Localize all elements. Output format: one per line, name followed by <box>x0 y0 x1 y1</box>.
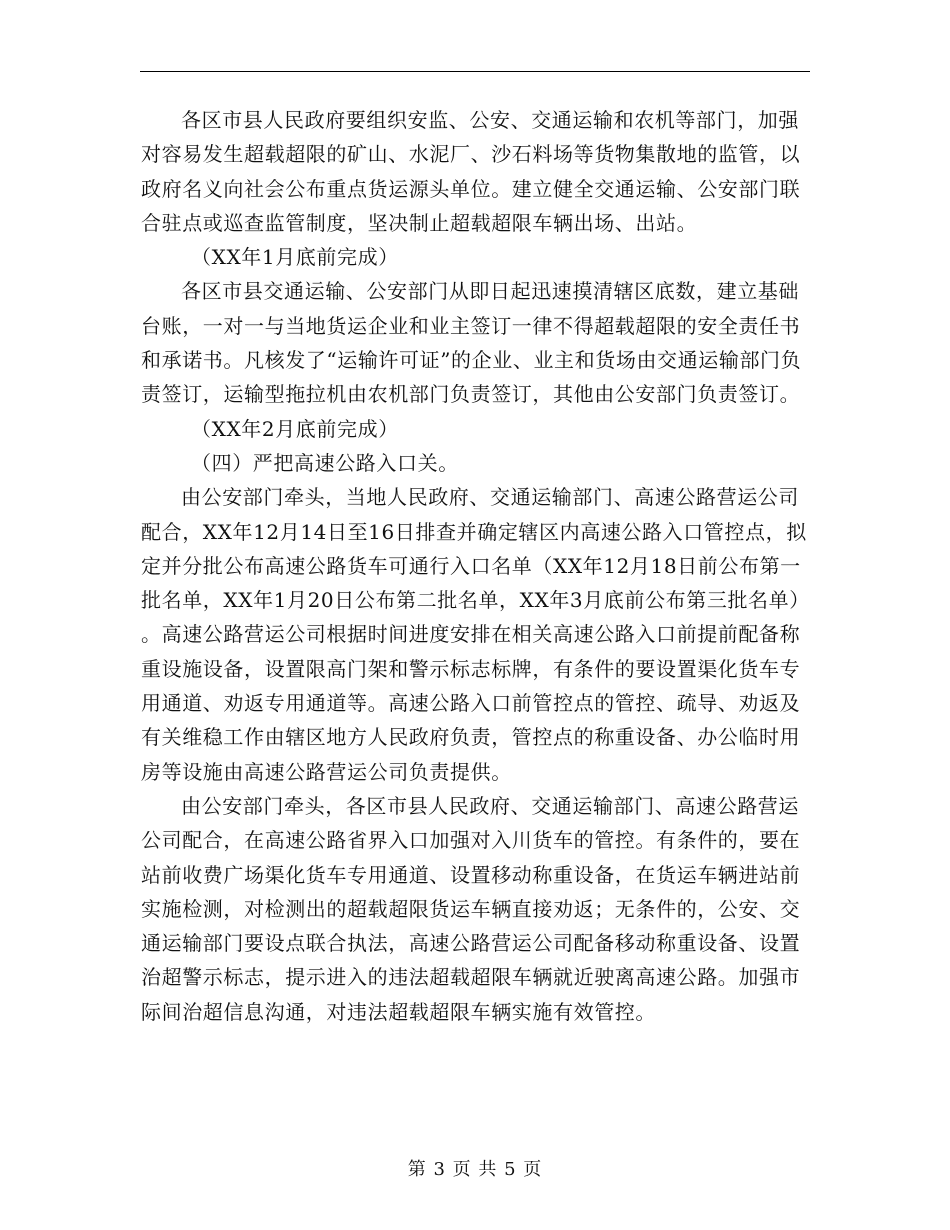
deadline-note-january: （XX年1月底前完成） <box>191 245 399 270</box>
section-heading-expressway-entrance: （四）严把高速公路入口关。 <box>191 450 459 475</box>
deadline-note-february: （XX年2月底前完成） <box>191 416 399 441</box>
page-footer <box>0 1155 950 1181</box>
document-body <box>141 103 809 1029</box>
header-rule <box>140 71 810 72</box>
paragraph-provincial-border-entrance: 由公安部门牵头，各区市县人民政府、交通运输部门、高速公路营运公司配合，在高速公路省界入口加强对入川货车的管控。有条件的，要在站前收费广场渠化货车专用通道、设置移动称重设备，在货运车辆进站前实施检测，对检测出的超载超限货运车辆直接劝返；无条件的，公安、交通运输部门要设点联合执法，高速公路营运公司配备移动称重设备、设置治超警示标志，提示进入的违法超载超限车辆就近驶离高速公路。加强市际间治超信息沟通，对违法超载超限车辆实施有效管控。 <box>141 793 801 1024</box>
paragraph-responsibility-agreements: 各区市县交通运输、公安部门从即日起迅速摸清辖区底数，建立基础台账，一对一与当地货运企业和业主签订一律不得超载超限的安全责任书和承诺书。凡核发了“运输许可证”的企业、业主和货场由交通运输部门负责签订，运输型拖拉机由农机部门负责签订，其他由公安部门负责签订。 <box>141 279 802 407</box>
paragraph-expressway-control-points: 由公安部门牵头，当地人民政府、交通运输部门、高速公路营运公司配合，XX年12月14日至16日排查并确定辖区内高速公路入口管控点，拟定并分批公布高速公路货车可通行入口名单（XX年12月18日前公布第一批名单，XX年1月20日公布第二批名单，XX年3月底前公布第三批名单）。高速公路营运公司根据时间进度安排在相关高速公路入口前提前配备称重设施设备，设置限高门架和警示标志标牌，有条件的要设置渠化货车专用通道、劝返专用通道等。高速公路入口前管控点的管控、疏导、劝返及有关维稳工作由辖区地方人民政府负责，管控点的称重设备、办公临时用房等设施由高速公路营运公司负责提供。 <box>141 485 807 784</box>
paragraph-source-supervision: 各区市县人民政府要组织安监、公安、交通运输和农机等部门，加强对容易发生超载超限的矿山、水泥厂、沙石料场等货物集散地的监管，以政府名义向社会公布重点货运源头单位。建立健全交通运输、公安部门联合驻点或巡查监管制度，坚决制止超载超限车辆出场、出站。 <box>141 108 801 235</box>
page-number: 第 3 页 共 5 页 <box>407 1159 543 1180</box>
